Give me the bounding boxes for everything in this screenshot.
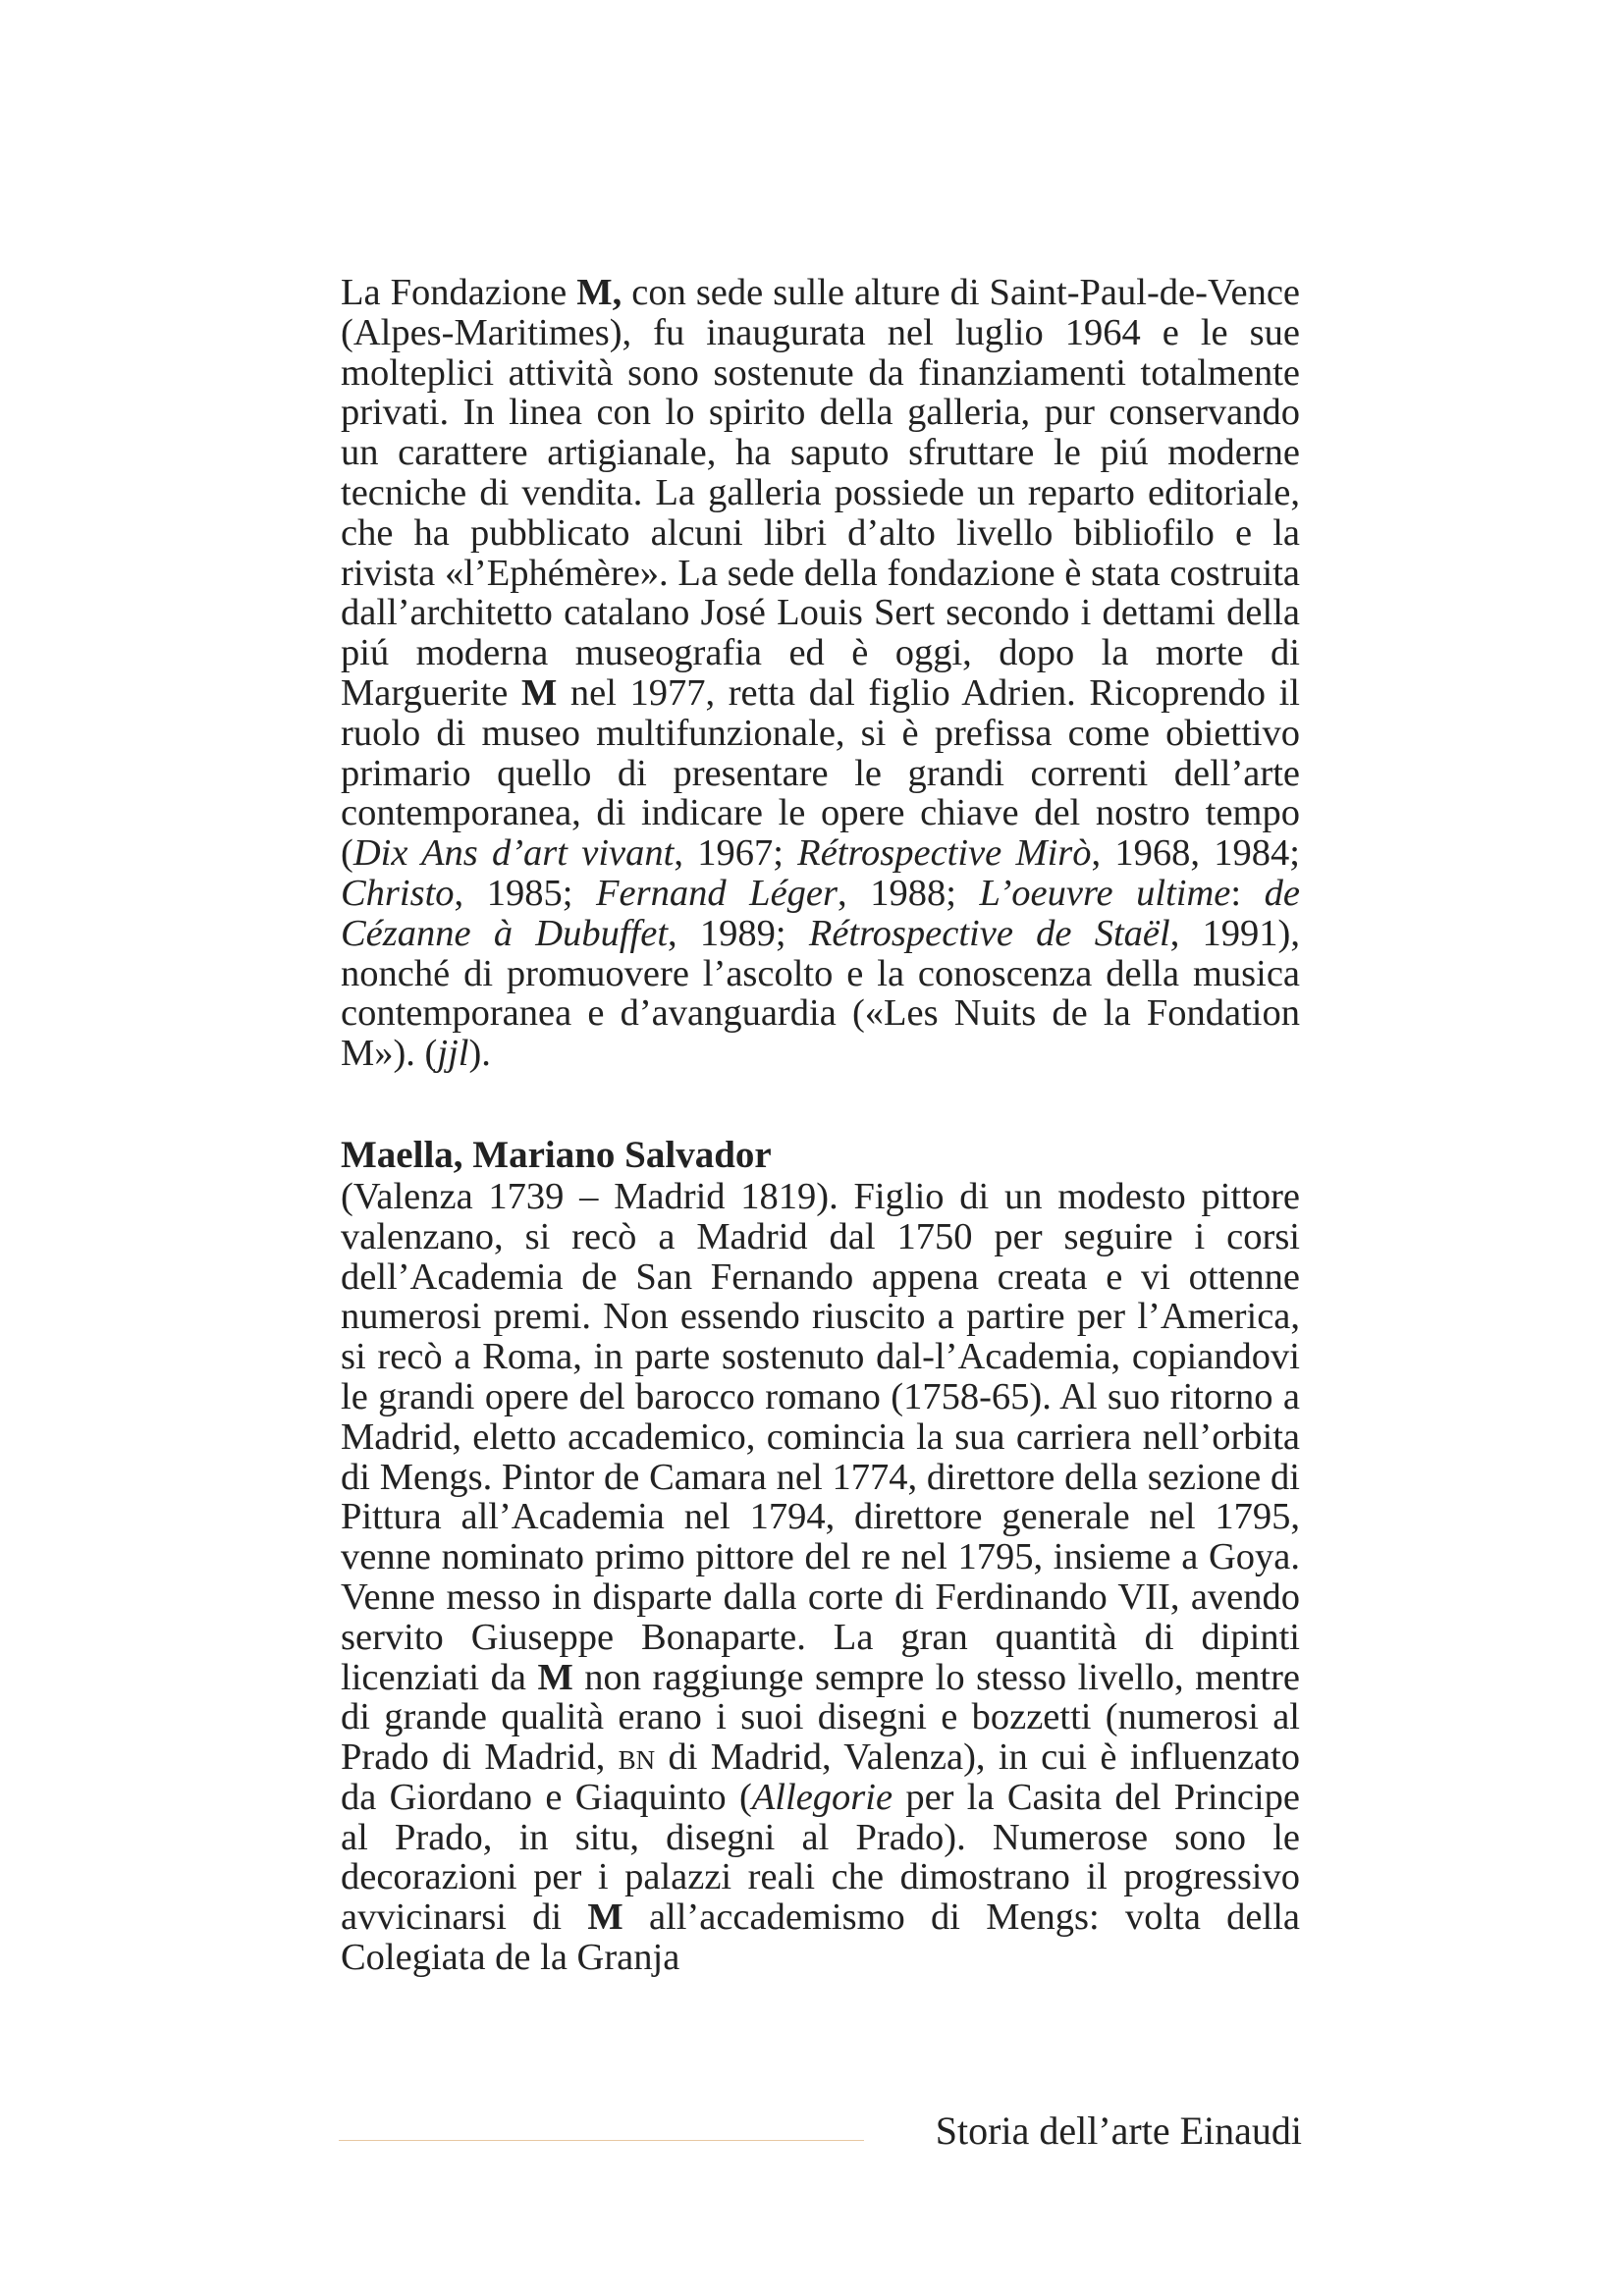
- text-run: :: [1230, 872, 1265, 914]
- text-run: , 1967;: [674, 832, 798, 875]
- author-initials: jjl: [437, 1033, 469, 1075]
- exhibition-title: Dix Ans d’art vivant: [352, 832, 675, 875]
- entry-heading-maella: Maella, Mariano Salvador: [341, 1133, 772, 1176]
- text-run: ).: [468, 1033, 491, 1075]
- exhibition-title: L’oeuvre ultime: [979, 872, 1231, 914]
- text-run: , 1968, 1984;: [1091, 832, 1300, 875]
- publication-title: Storia dell’arte Einaudi: [935, 2109, 1302, 2153]
- subject-initial: M,: [576, 272, 622, 313]
- text-run: per la Casita del Principe al Prado, in situ, disegni al Prado). Numerose sono le decorazioni per i palazzi reali che dimostrano il progressivo avvicinarsi di: [341, 1776, 1300, 1939]
- subject-initial: M: [587, 1896, 623, 1939]
- text-run: con sede sulle alture di Saint-Paul-de-Vence (Alpes-Maritimes), fu inaugurata nel luglio 1964 e le sue molteplici attività sono sostenute da finanziamenti totalmente privati. In linea con lo spirito della galleria, pur conservando un carattere artigianale, ha saputo sfruttare le piú moderne tecniche di vendita. La galleria possiede un reparto editoriale, che ha pubblicato alcuni libri d’alto livello bibliofilo e la rivista «l’Ephémère». La sede della fondazione è stata costruita dall’architetto catalano José Louis Sert secondo i dettami della piú moderna museografia ed è oggi, dopo la morte di Marguerite: [341, 272, 1300, 714]
- abbreviation-bn: bn: [618, 1736, 656, 1779]
- artwork-title: Allegorie: [751, 1776, 893, 1818]
- text-run: , 1989;: [668, 912, 809, 954]
- exhibition-title: Christo: [341, 872, 455, 914]
- exhibition-title: Rétrospective Mirò: [797, 832, 1092, 875]
- article-fondazione-maeght: [341, 273, 1300, 1074]
- exhibition-title: Fernand Léger: [596, 872, 838, 914]
- article-maella: [341, 1177, 1300, 1978]
- text-run: , 1985;: [454, 872, 597, 914]
- footer-rule: [339, 2140, 864, 2141]
- page-content: [341, 273, 1300, 1978]
- text-run: (Valenza 1739 – Madrid 1819). Figlio di un modesto pittore valenzano, si recò a Madrid dal 1750 per seguire i corsi dell’Academia de San Fernando appena creata e vi ottenne numerosi premi. Non essendo riuscito a partire per l’America, si recò a Roma, in parte sostenuto dal-l’Academia, copiandovi le grandi opere del barocco romano (1758-65). Al suo ritorno a Madrid, eletto accademico, comincia la sua carriera nell’orbita di Mengs. Pintor de Camara nel 1774, direttore della sezione di Pittura all’Academia nel 1794, direttore generale nel 1795, venne nominato primo pittore del re nel 1795, insieme a Goya. Venne messo in disparte dalla corte di Ferdinando VII, avendo servito Giuseppe Bonaparte. La gran quantità di dipinti licenziati da: [341, 1175, 1300, 1698]
- text-run: non raggiunge sempre lo stesso livello, mentre di grande qualità erano i suoi disegni e bozzetti (numerosi al Prado di Madrid,: [341, 1656, 1300, 1779]
- text-run: , 1988;: [838, 872, 980, 914]
- subject-initial: M: [520, 671, 558, 714]
- text-run: , 1991), nonché di promuovere l’ascolto e la conoscenza della musica contemporanea e d’avanguardia («Les Nuits de la Fondation M»). (: [341, 912, 1301, 1075]
- subject-initial: M: [537, 1656, 573, 1698]
- text-run: La Fondazione: [341, 272, 577, 313]
- text-run: nel 1977, retta dal figlio Adrien. Ricoprendo il ruolo di museo multifunzionale, si è prefissa come obiettivo primario quello di presentare le grandi correnti dell’arte contemporanea, di indicare le opere chiave del nostro tempo (: [341, 671, 1300, 875]
- text-run: all’accademismo di Mengs: volta della Colegiata de la Granja: [341, 1896, 1301, 1979]
- exhibition-title: Rétrospective de Staël: [808, 912, 1170, 954]
- page-footer: [339, 2108, 1302, 2157]
- text-run: di Madrid, Valenza), in cui è influenzato da Giordano e Giaquinto (: [341, 1736, 1300, 1818]
- exhibition-title: de Cézanne à Dubuffet: [341, 872, 1300, 954]
